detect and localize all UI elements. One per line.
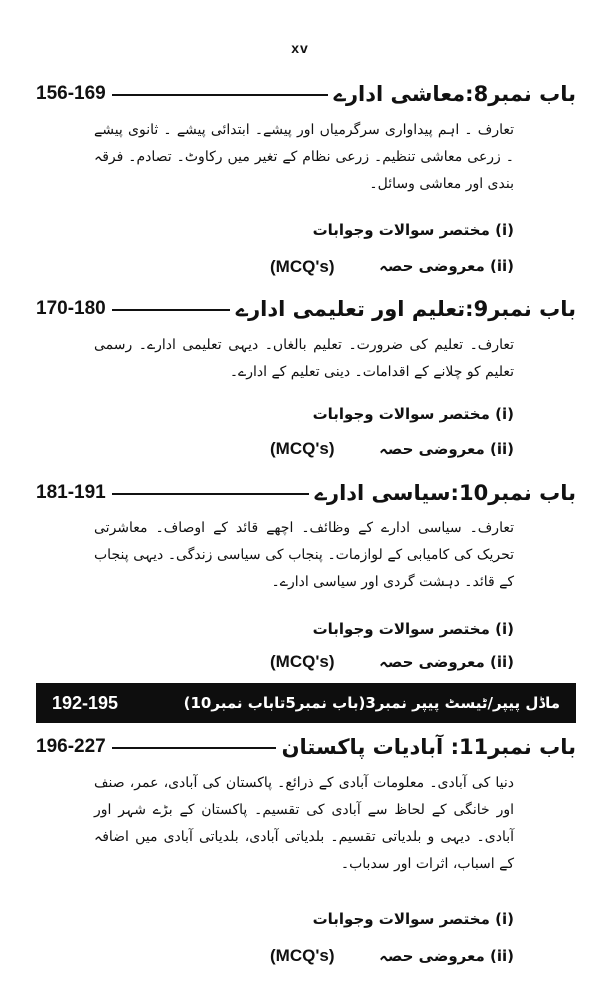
chapter-11-heading xyxy=(36,733,576,761)
chapter-11-title: باب نمبر11: آبادیات پاکستان xyxy=(281,735,576,759)
model-paper-page-range: 192-195 xyxy=(52,692,119,713)
chapter-10-title: باب نمبر10:سیاسی ادارے xyxy=(314,481,576,505)
chapter-10-mcq-label: (MCQ's) xyxy=(270,652,335,671)
chapter-9-heading xyxy=(36,295,576,323)
chapter-8-description: تعارف ۔ اہم پیداواری سرگرمیاں اور پیشے۔ ابتدائی پیشے ۔ ثانوی پیشے ۔ زرعی معاشی تنظیم۔ زرعی نظام کے تغیر میں رکاوٹ۔ تصادم۔ فرقہ بندی اور معاشی وسائل۔ xyxy=(94,122,514,192)
chapter-9-mcq-label: (MCQ's) xyxy=(270,439,335,458)
chapter-11-objective: (ii) معروضی حصہ xyxy=(379,947,514,965)
model-paper-title: ماڈل پیپر/ٹیسٹ پیپر نمبر3(باب نمبر5تاباب نمبر10) xyxy=(183,694,560,712)
chapter-11-mcq-label: (MCQ's) xyxy=(270,946,335,965)
chapter-8-objective: (ii) معروضی حصہ xyxy=(379,257,514,275)
chapter-10-short-qa: (i) مختصر سوالات وجوابات xyxy=(312,620,514,638)
page-number: xv xyxy=(291,40,309,56)
chapter-10-objective: (ii) معروضی حصہ xyxy=(379,653,514,671)
leader-line xyxy=(112,747,276,749)
chapter-11-short-qa: (i) مختصر سوالات وجوابات xyxy=(312,910,514,928)
chapter-8-mcq-label: (MCQ's) xyxy=(270,257,335,276)
chapter-9-page-range: 170-180 xyxy=(36,298,106,319)
chapter-10-description: تعارف۔ سیاسی ادارے کے وظائف۔ اچھے قائد کے اوصاف۔ معاشرتی تحریک کی کامیابی کے لوازمات۔ پنجاب کی سیاسی زندگی۔ دیہی پنجاب کے قائد۔ دہشت گردی اور سیاسی ادارے۔ xyxy=(94,520,514,590)
chapter-8-short-qa: (i) مختصر سوالات وجوابات xyxy=(312,221,514,239)
model-paper-banner xyxy=(36,683,576,723)
chapter-9-description: تعارف۔ تعلیم کی ضرورت۔ تعلیم بالغاں۔ دیہی تعلیمی ادارے۔ رسمی تعلیم کو چلانے کے اقدامات۔ دینی تعلیم کے ادارے۔ xyxy=(94,337,514,380)
leader-line xyxy=(112,94,328,96)
chapter-8-page-range: 156-169 xyxy=(36,83,106,104)
leader-line xyxy=(112,493,309,495)
chapter-10-page-range: 181-191 xyxy=(36,482,106,503)
chapter-8-heading xyxy=(36,80,576,108)
chapter-11-description: دنیا کی آبادی۔ معلومات آبادی کے ذرائع۔ پاکستان کی آبادی، عمر، صنف اور خانگی کے لحاظ سے آبادی کی تقسیم۔ پاکستان کے بڑے شہر اور آبادی۔ دیہی و بلدیاتی تقسیم۔ بلدیاتی آبادی، بلدیاتی آبادی میں اضافہ کے اسباب، اثرات اور سدباب۔ xyxy=(94,775,514,872)
chapter-9-short-qa: (i) مختصر سوالات وجوابات xyxy=(312,405,514,423)
chapter-9-objective: (ii) معروضی حصہ xyxy=(379,440,514,458)
chapter-10-heading xyxy=(36,479,576,507)
chapter-8-title: باب نمبر8:معاشی ادارے xyxy=(333,82,576,106)
chapter-11-page-range: 196-227 xyxy=(36,736,106,757)
leader-line xyxy=(112,309,230,311)
chapter-9-title: باب نمبر9:تعلیم اور تعلیمی ادارے xyxy=(235,297,576,321)
